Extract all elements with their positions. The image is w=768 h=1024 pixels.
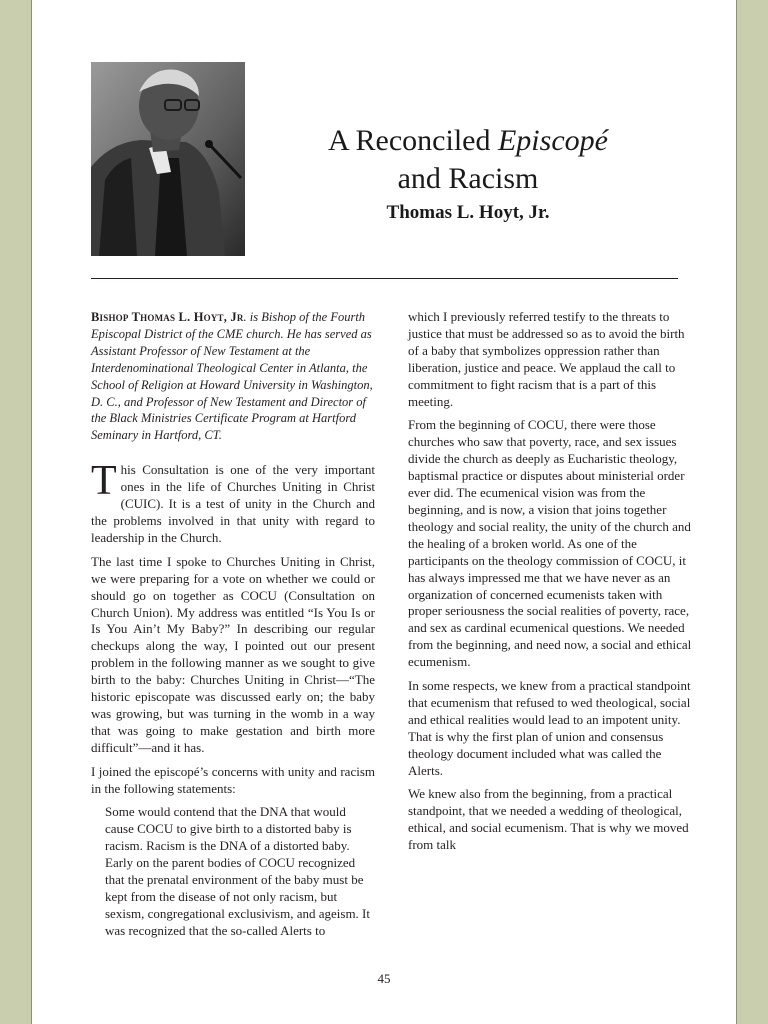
journal-page xyxy=(32,0,736,1024)
body-paragraph-3: I joined the episcopé’s concerns with unity and racism in the following statements: xyxy=(91,763,375,796)
body-paragraph-2: The last time I spoke to Churches Uniting in Christ, we were preparing for a vote on whether we could or should go on together as COCU (Consultation on Church Union). My address was entitled “Is You Is or Is You Ain’t My Baby?” In describing our regular checkups along the way, I pointed out our present problem in the following manner as we sought to give birth to the baby: Churches Uniting in Christ—“The historic episcopate was discussed early on; the baby was growing, but was turning in the womb in a way that was going to make gestation and birth more difficult”—and it has. xyxy=(91,553,375,755)
drop-cap: T xyxy=(91,458,117,505)
right-column xyxy=(408,309,692,861)
article-author: Thomas L. Hoyt, Jr. xyxy=(386,202,550,223)
left-column xyxy=(91,309,375,947)
article-title xyxy=(282,122,654,198)
body-paragraph-6: In some respects, we knew from a practical standpoint that ecumenism that refused to wed theological, social and ethical realities would lead to an impotent unity. That is why the first plan of union and consensus theology document included what was called the Alerts. xyxy=(408,678,691,778)
article-title-plain: A Reconciled xyxy=(328,124,498,157)
body-paragraph-1 xyxy=(91,458,375,547)
bio-author-name: Bishop Thomas L. Hoyt, Jr xyxy=(91,310,244,324)
body-paragraph-7: We knew also from the beginning, from a practical standpoint, that we needed a wedding of theological, ethical, and social ecumenism. That is why we moved from talk xyxy=(408,786,689,853)
page-number: 45 xyxy=(377,971,391,986)
header-divider xyxy=(91,278,678,279)
block-quote: Some would contend that the DNA that would cause COCU to give birth to a distorted baby is racism. Racism is the DNA of a distorted baby. Early on the parent bodies of COCU recognized that the prenatal environment of the baby must be kept from the disease of not only racism, but sexism, congregational exclusivism, and ageism. It was recognized that the so-called Alerts to xyxy=(105,804,370,938)
article-title-line2: and Racism xyxy=(397,162,539,195)
body-paragraph-4: which I previously referred testify to the threats to justice that must be addressed so as to avoid the birth of a baby that symbolizes oppression rather than liberation, justice and peace. We applaud the call to commitment to fight racism that is a part of this meeting. xyxy=(408,309,685,409)
author-bio xyxy=(91,309,375,444)
body-paragraph-5: From the beginning of COCU, there were those churches who saw that poverty, race, and sex issues divide the church as deeply as Eucharistic theology, baptismal practice or disputes about ministerial order ever did. The ecumenical vision was from the beginning, and is now, a vision that joins together theology and social reality, the unity of the church and the healing of a broken world. As one of the participants on the theology commission of COCU, it has always impressed me that we have never as an organization of concerned ecumenists taken with proper seriousness the social realities of poverty, race, and sex as cardinal ecumenical questions. We needed from the beginning, and need now, a social and ethical ecumenism. xyxy=(408,417,692,670)
body-paragraph-1-text: his Consultation is one of the very important ones in the life of Churches Uniting in Christ (CUIC). It is a test of unity in the Church and the problems involved in that unity with regard to leadership in the Church. xyxy=(91,462,375,545)
author-portrait-image xyxy=(91,62,245,256)
article-title-italic: Episcopé xyxy=(497,124,608,157)
author-photo xyxy=(91,62,245,256)
bio-text: . is Bishop of the Fourth Episcopal District of the CME church. He has served as Assistant Professor of New Testament at the Interdenominational Theological Center in Atlanta, the School of Religion at Howard University in Washington, D. C., and Professor of New Testament and Director of the Black Ministries Certificate Program at Hartford Seminary in Hartford, CT. xyxy=(91,310,373,443)
